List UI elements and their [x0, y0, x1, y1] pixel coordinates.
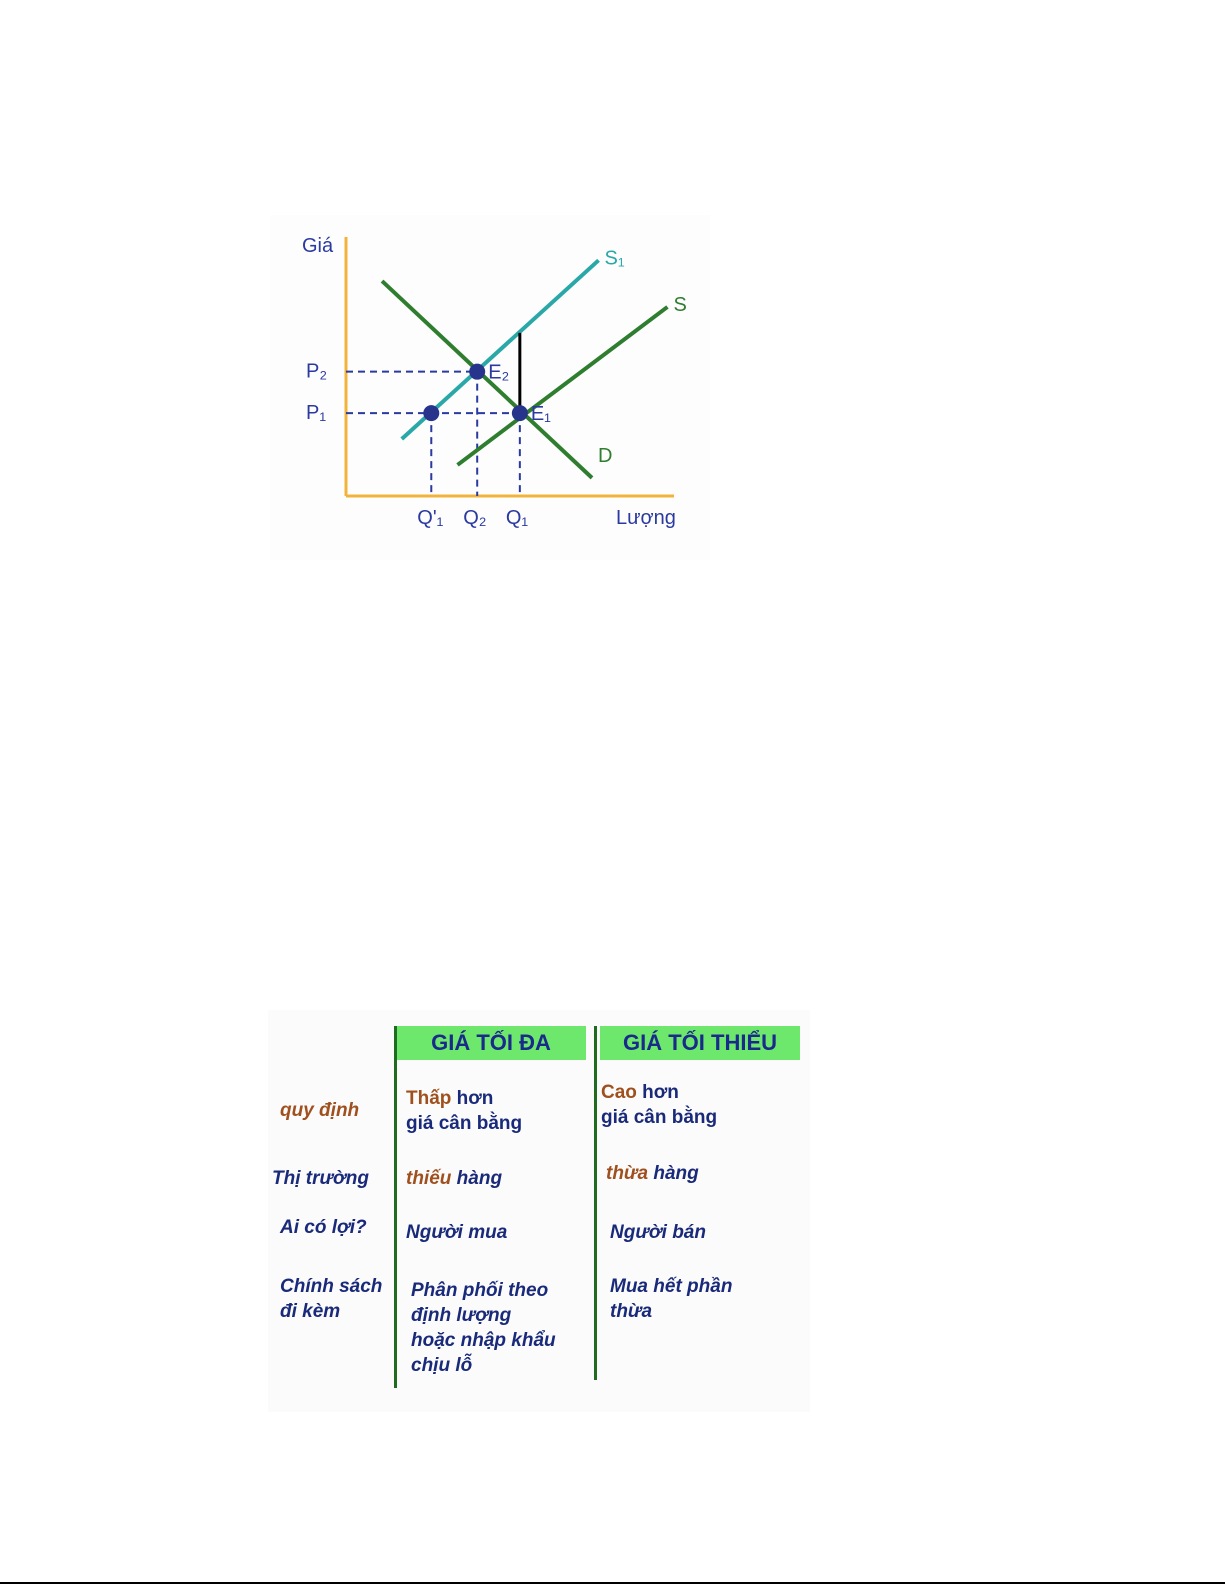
max-market-a: thiếu [406, 1168, 452, 1189]
min-policy-line2: thừa [610, 1301, 653, 1322]
min-regulation [601, 1080, 717, 1130]
row-label-policy-line2: đi kèm [280, 1301, 341, 1322]
x-axis-label: Lượng [616, 507, 676, 529]
min-regulation-b: hơn [636, 1082, 679, 1103]
max-policy-line1: Phân phối theo [411, 1280, 549, 1301]
max-policy [411, 1278, 556, 1378]
max-beneficiary: Người mua [406, 1222, 508, 1243]
point-pt-2 [423, 405, 439, 421]
curve-s-1 [458, 307, 668, 465]
chart-canvas [270, 215, 710, 560]
quantity-label-0: Q'₁ [417, 507, 444, 529]
point-e-1 [512, 405, 528, 421]
column-divider-left [394, 1026, 397, 1388]
point-label-1: E₁ [530, 403, 551, 426]
row-label-policy-line1: Chính sách [280, 1276, 383, 1297]
row-label-market: Thị trường [272, 1168, 370, 1189]
min-regulation-a: Cao [601, 1082, 637, 1103]
price-label-1: P₁ [306, 402, 327, 425]
min-policy [610, 1274, 732, 1324]
max-regulation [406, 1086, 522, 1136]
max-policy-line2: định lượng [411, 1305, 512, 1326]
min-policy-line1: Mua hết phần [610, 1276, 733, 1297]
curve-label-s-1: S [673, 293, 687, 316]
max-regulation-b: hơn [451, 1088, 494, 1109]
max-regulation-c: giá cân bằng [406, 1113, 523, 1134]
column-divider-right [594, 1026, 597, 1380]
curve-label-s-0: S₁ [604, 247, 625, 270]
price-control-table [268, 1010, 810, 1412]
row-label-regulation: quy định [280, 1100, 360, 1121]
max-policy-line3: hoặc nhập khẩu [411, 1330, 556, 1351]
min-market-b: hàng [648, 1163, 699, 1184]
row-label-policy [280, 1274, 382, 1324]
max-regulation-a: Thấp [406, 1088, 452, 1109]
row-label-beneficiary: Ai có lợi? [280, 1217, 367, 1238]
quantity-label-1: Q₂ [463, 507, 487, 529]
price-label-0: P₂ [306, 360, 328, 383]
supply-demand-chart [270, 215, 710, 560]
max-market [406, 1166, 502, 1191]
min-market-a: thừa [606, 1163, 649, 1184]
header-min-price: GIÁ TỐI THIỂU [600, 1026, 800, 1060]
page-bottom-rule [0, 1582, 1225, 1584]
curve-d-2 [382, 281, 592, 478]
point-e-0 [469, 364, 485, 380]
min-regulation-c: giá cân bằng [601, 1107, 718, 1128]
min-market [606, 1161, 699, 1186]
point-label-0: E₂ [488, 361, 510, 384]
y-axis-label: Giá [302, 235, 334, 257]
curve-label-d: D [598, 444, 613, 467]
max-policy-line4: chịu lỗ [411, 1355, 473, 1376]
quantity-label-2: Q₁ [505, 507, 529, 529]
max-market-b: hàng [451, 1168, 503, 1189]
header-max-price: GIÁ TỐI ĐA [396, 1026, 586, 1060]
min-beneficiary: Người bán [610, 1222, 706, 1243]
